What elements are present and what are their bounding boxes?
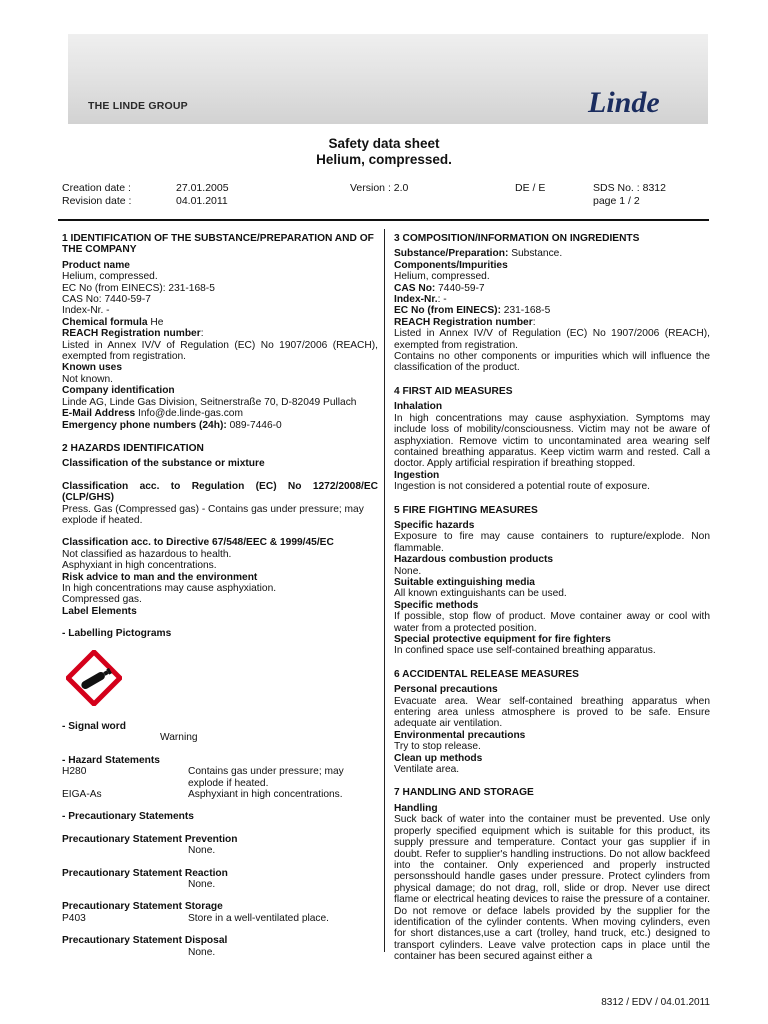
ingestion-text: Ingestion is not considered a potential route of exposure. [394, 481, 650, 493]
hazard-text: Contains gas under pressure; may explode if heated. [188, 766, 344, 789]
hazard-statements-label: - Hazard Statements [62, 754, 160, 766]
risk-label: Risk advice to man and the environment [62, 571, 258, 583]
footer-reference: 8312 / EDV / 04.01.2011 [601, 997, 710, 1008]
cas-value: 7440-59-7 [435, 282, 485, 294]
header-rule [58, 219, 709, 221]
handling-label: Handling [394, 802, 438, 814]
reach-label: REACH Registration number [62, 328, 201, 340]
section-1-heading: 1 IDENTIFICATION OF THE SUBSTANCE/PREPARATION AND OF THE COMPANY [62, 233, 374, 256]
precaution-code: P403 [62, 912, 86, 924]
directive-label: Classification acc. to Directive 67/548/EEC & 1999/45/EC [62, 537, 334, 549]
personal-text: Evacuate area. Wear self-contained breathing apparatus when entering area unless atmosphere is proved to be safe. Ensure adequate air ventilation. [394, 695, 710, 730]
specific-hazards-text: Exposure to fire may cause containers to rupture/explode. Non flammable. [394, 531, 710, 554]
no-other-components: Contains no other components or impurities which will influence the classification of the product. [394, 351, 710, 374]
revision-date-label: Revision date : [62, 195, 132, 207]
revision-date-value: 04.01.2011 [176, 195, 228, 207]
creation-date-label: Creation date : [62, 182, 131, 194]
environmental-label: Environmental precautions [394, 729, 526, 741]
clp-label: Classification acc. to Regulation (EC) No 1272/2008/EC (CLP/GHS) [62, 480, 378, 504]
pictograms-label: - Labelling Pictograms [62, 628, 172, 640]
hazard-code: H280 [62, 766, 87, 778]
components-label: Components/Impurities [394, 259, 508, 271]
section-6-heading: 6 ACCIDENTAL RELEASE MEASURES [394, 668, 579, 680]
reach-label: REACH Registration number [394, 316, 533, 328]
directive-text-2: Asphyxiant in high concentrations. [62, 560, 217, 572]
section-7-heading: 7 HANDLING AND STORAGE [394, 787, 534, 799]
directive-text-1: Not classified as hazardous to health. [62, 548, 232, 560]
substance-value: Substance. [508, 248, 563, 260]
index-number: Index-Nr. - [62, 305, 110, 317]
product-name-label: Product name [62, 259, 130, 271]
section-5-heading: 5 FIRE FIGHTING MEASURES [394, 504, 538, 516]
prevention-value: None. [188, 845, 216, 857]
equipment-text: In confined space use self-contained breathing apparatus. [394, 645, 656, 657]
inhalation-text: In high concentrations may cause asphyxiation. Symptoms may include loss of mobility/consciousness. Victim may not be aware of asphyxiation. Remove victim to uncontaminated area wearing self contained breathing apparatus. Keep victim warm and rested. Call a doctor. Apply artificial respiration if breathing stopped. [394, 412, 710, 470]
methods-text: If possible, stop flow of product. Move container away or cool with water from a protected position. [394, 611, 710, 634]
cleanup-text: Ventilate area. [394, 764, 460, 776]
storage-label: Precautionary Statement Storage [62, 901, 223, 913]
hazard-row-eiga [62, 789, 378, 800]
substance-label: Substance/Preparation: [394, 248, 509, 260]
column-divider [384, 229, 385, 952]
known-uses-value: Not known. [62, 373, 113, 385]
section-4-heading: 4 FIRST AID MEASURES [394, 385, 513, 397]
chemical-formula-label: Chemical formula [62, 316, 148, 328]
hazard-text: Asphyxiant in high concentrations. [188, 789, 343, 801]
group-name: THE LINDE GROUP [88, 100, 188, 112]
product-name: Helium, compressed. [62, 271, 158, 283]
precaution-text: Store in a well-ventilated place. [188, 912, 330, 924]
reaction-label: Precautionary Statement Reaction [62, 867, 228, 879]
reaction-value: None. [188, 879, 216, 891]
extinguishing-label: Suitable extinguishing media [394, 576, 535, 588]
components-value: Helium, compressed. [394, 271, 490, 283]
clp-text: Press. Gas (Compressed gas) - Contains gas under pressure; may explode if heated. [62, 503, 364, 526]
environmental-text: Try to stop release. [394, 741, 481, 753]
risk-text-2: Compressed gas. [62, 594, 142, 606]
handling-text: Suck back of water into the container must be prevented. Use only properly specified equipment which is suitable for this product, its supply pressure and temperature. Contact your gas supplier if in doubt. Refer to supplier's handling instructions. Do not allow backfeed into the container. Only experienced and properly instructed personsshould handle gases under pressure. Protect cylinders from physical damage; do not drag, roll, slide or drop. Never use direct flame or electrical heating devices to raise the pressure of a container. Do not remove or deface labels provided by the supplier for the identification of the cylinder contents. When moving cylinders, even for short distances,use a cart (trolley, hand truck, etc.) designed to transport cylinders. Leave valve protection caps in place until the container has been secured against either a [394, 814, 710, 963]
signal-word-value: Warning [160, 732, 198, 744]
combustion-label: Hazardous combustion products [394, 554, 554, 566]
left-column [62, 233, 378, 958]
ec-number: EC No (from EINECS): 231-168-5 [62, 282, 215, 294]
reach-colon: : [200, 328, 204, 340]
gas-cylinder-pictogram-icon [66, 650, 122, 706]
disposal-value: None. [188, 946, 216, 958]
email-value: Info@de.linde-gas.com [135, 408, 243, 420]
known-uses-label: Known uses [62, 362, 123, 374]
section-2-heading: 2 HAZARDS IDENTIFICATION [62, 442, 204, 454]
document-title: Safety data sheet [328, 136, 440, 151]
ec-label: EC No (from EINECS): [394, 305, 501, 317]
reach-text: Listed in Annex IV/V of Regulation (EC) No 1907/2006 (REACH), exempted from registration. [394, 328, 710, 351]
equipment-label: Special protective equipment for fire fighters [394, 634, 611, 645]
product-title: Helium, compressed. [316, 152, 452, 167]
creation-date-value: 27.01.2005 [176, 182, 229, 194]
disposal-label: Precautionary Statement Disposal [62, 935, 228, 947]
classification-label: Classification of the substance or mixture [62, 458, 265, 470]
hazard-code: EIGA-As [62, 789, 102, 801]
company-label: Company identification [62, 385, 175, 397]
storage-row-p403 [62, 913, 378, 924]
label-elements: Label Elements [62, 605, 137, 617]
language: DE / E [515, 182, 546, 194]
right-column [394, 233, 710, 963]
page-number: page 1 / 2 [593, 195, 640, 207]
risk-text-1: In high concentrations may cause asphyxiation. [62, 582, 277, 594]
version: Version : 2.0 [350, 182, 409, 194]
ec-value: 231-168-5 [500, 305, 551, 317]
section-3-heading: 3 COMPOSITION/INFORMATION ON INGREDIENTS [394, 233, 640, 244]
extinguishing-text: All known extinguishants can be used. [394, 588, 567, 600]
signal-word-label: - Signal word [62, 721, 126, 732]
prevention-label: Precautionary Statement Prevention [62, 833, 238, 845]
cas-label: CAS No: [394, 282, 436, 294]
combustion-text: None. [394, 565, 422, 577]
cas-number: CAS No: 7440-59-7 [62, 294, 151, 306]
sds-number: SDS No. : 8312 [593, 182, 666, 194]
phone-value: 089-7446-0 [226, 419, 282, 431]
personal-label: Personal precautions [394, 684, 498, 696]
index-label: Index-Nr. [394, 294, 438, 306]
reach-colon: : [532, 316, 536, 328]
ingestion-label: Ingestion [394, 469, 440, 481]
chemical-formula-value: He [147, 316, 164, 328]
linde-logo [586, 84, 691, 120]
phone-label: Emergency phone numbers (24h): [62, 419, 227, 431]
hazard-row-h280 [62, 766, 378, 789]
company-value: Linde AG, Linde Gas Division, Seitnerstraße 70, D-82049 Pullach [62, 396, 357, 408]
reach-text: Listed in Annex IV/V of Regulation (EC) No 1907/2006 (REACH), exempted from registration. [62, 339, 378, 363]
email-label: E-Mail Address [62, 408, 136, 420]
svg-text:Linde: Linde [588, 86, 660, 119]
specific-hazards-label: Specific hazards [394, 519, 475, 531]
precautionary-label: - Precautionary Statements [62, 811, 194, 823]
cleanup-label: Clean up methods [394, 752, 483, 764]
methods-label: Specific methods [394, 599, 479, 611]
inhalation-label: Inhalation [394, 401, 443, 413]
index-value: : - [437, 294, 447, 306]
